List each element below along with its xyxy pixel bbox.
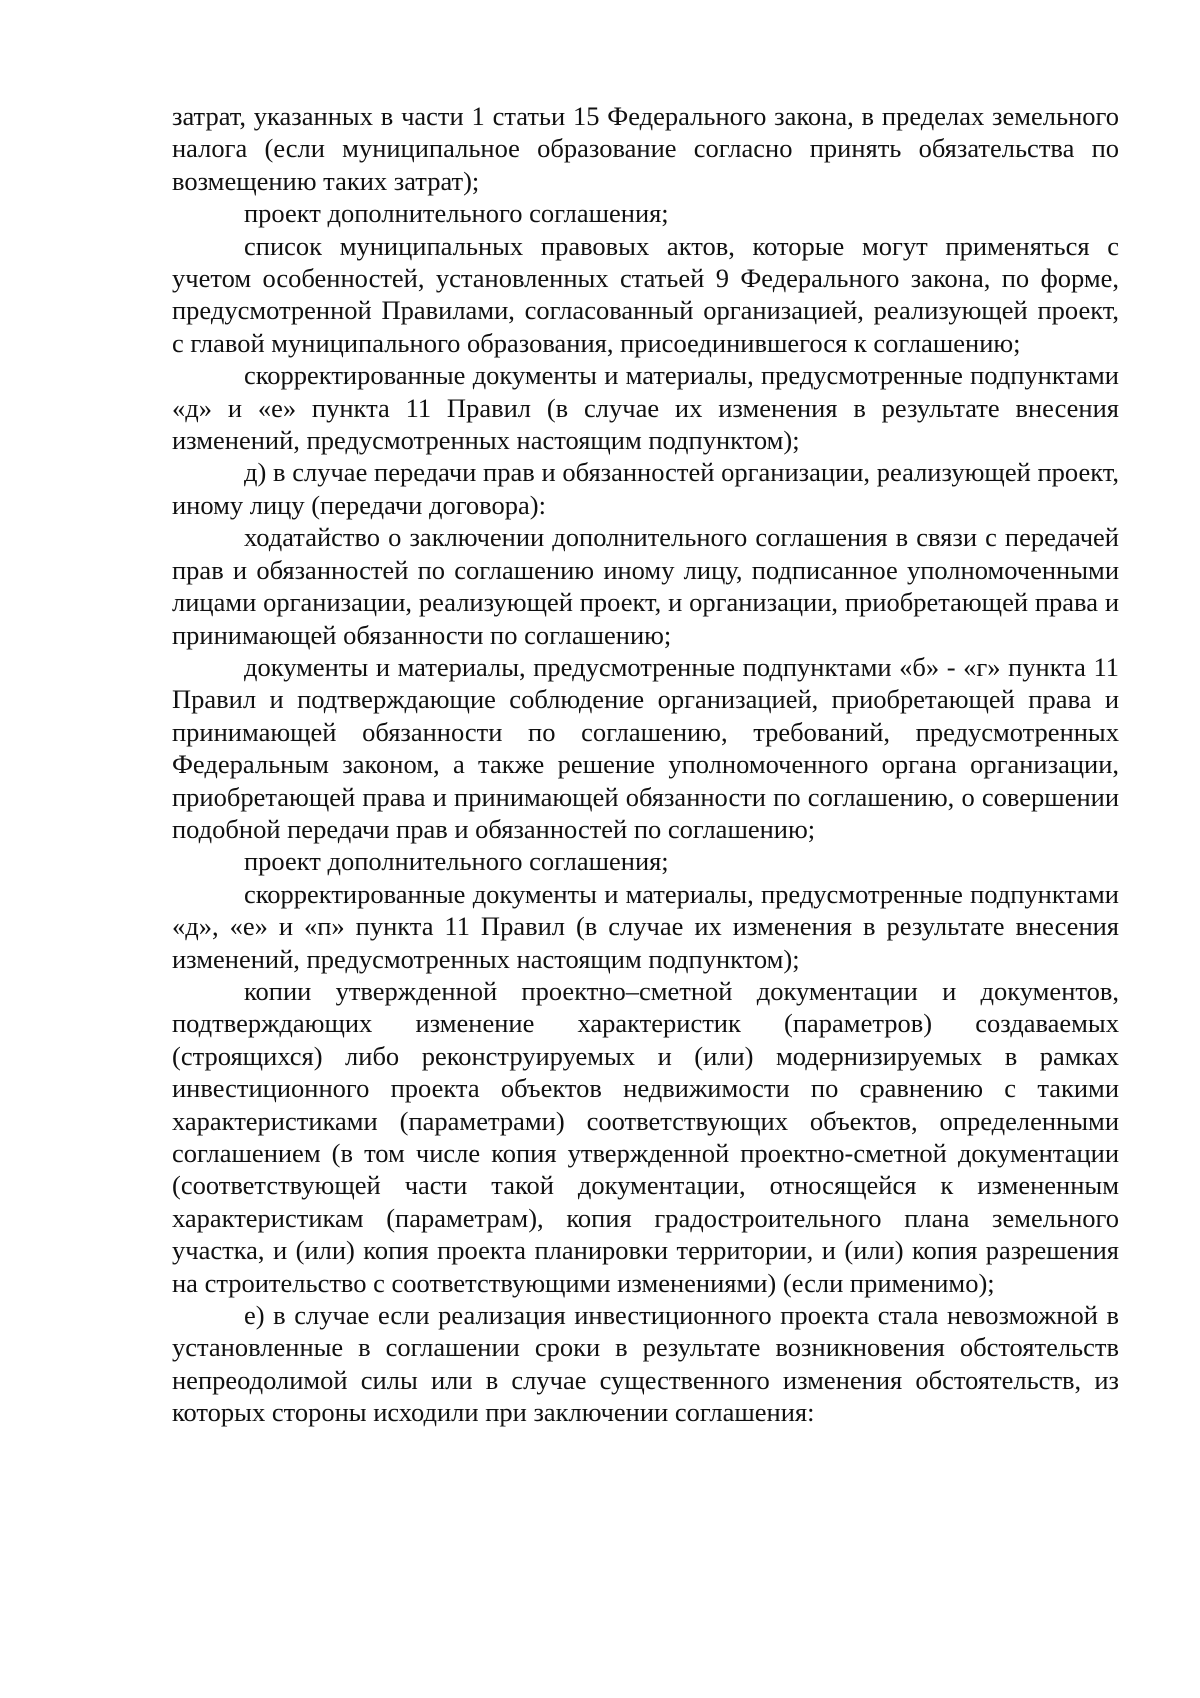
paragraph-municipal-acts-list: список муниципальных правовых актов, которые могут применяться с учетом особенностей, установленных статьей 9 Федерального закона, по форме, предусмотренной Правилами, согласованный организацией, реализующей проект, с главой муниципального образования, присоединившегося к соглашению; bbox=[172, 230, 1119, 358]
paragraph-corrected-documents: скорректированные документы и материалы, предусмотренные подпунктами «д» и «е» пункта 11 Правил (в случае их изменения в результате внесения изменений, предусмотренных настоящим подпунктом); bbox=[172, 360, 1119, 456]
paragraph-petition: ходатайство о заключении дополнительного соглашения в связи с передачей прав и обязанностей по соглашению иному лицу, подписанное уполномоченными лицами организации, реализующей проект, и организации, приобретающей права и принимающей обязанности по соглашению; bbox=[172, 522, 1119, 650]
paragraph-costs-continuation: затрат, указанных в части 1 статьи 15 Федерального закона, в пределах земельного налога (если муниципальное образование согласно принять обязательства по возмещению таких затрат); bbox=[172, 101, 1119, 196]
paragraph-subitem-d: д) в случае передачи прав и обязанностей организации, реализующей проект, иному лицу (передачи договора): bbox=[172, 457, 1119, 520]
paragraph-draft-agreement-2: проект дополнительного соглашения; bbox=[244, 846, 669, 877]
paragraph-corrected-documents-2: скорректированные документы и материалы, предусмотренные подпунктами «д», «е» и «п» пункта 11 Правил (в случае их изменения в результате внесения изменений, предусмотренных настоящим подпунктом); bbox=[172, 878, 1119, 974]
paragraph-subitem-e: е) в случае если реализация инвестиционного проекта стала невозможной в установленные в соглашении сроки в результате возникновения обстоятельств непреодолимой силы или в случае существенного изменения обстоятельств, из которых стороны исходили при заключении соглашения: bbox=[172, 1300, 1119, 1428]
paragraph-documents-materials: документы и материалы, предусмотренные подпунктами «б» - «г» пункта 11 Правил и подтверждающие соблюдение организацией, приобретающей права и принимающей обязанности по соглашению, требований, предусмотренных Федеральным законом, а также решение уполномоченного органа организации, приобретающей права и принимающей обязанности по соглашению, о совершении подобной передачи прав и обязанностей по соглашению; bbox=[172, 651, 1119, 844]
document-page bbox=[172, 100, 1119, 1429]
paragraph-draft-agreement: проект дополнительного соглашения; bbox=[244, 198, 669, 229]
paragraph-design-documentation-copies: копии утвержденной проектно–сметной документации и документов, подтверждающих изменение характеристик (параметров) создаваемых (строящихся) либо реконструируемых и (или) модернизируемых в рамках инвестиционного проекта объектов недвижимости по сравнению с такими характеристиками (параметрами) соответствующих объектов, определенными соглашением (в том числе копия утвержденной проектно-сметной документации (соответствующей части такой документации, относящейся к измененным характеристикам (параметрам), копия градостроительного плана земельного участка, и (или) копия проекта планировки территории, и (или) копия разрешения на строительство с соответствующими изменениями) (если применимо); bbox=[172, 975, 1119, 1298]
